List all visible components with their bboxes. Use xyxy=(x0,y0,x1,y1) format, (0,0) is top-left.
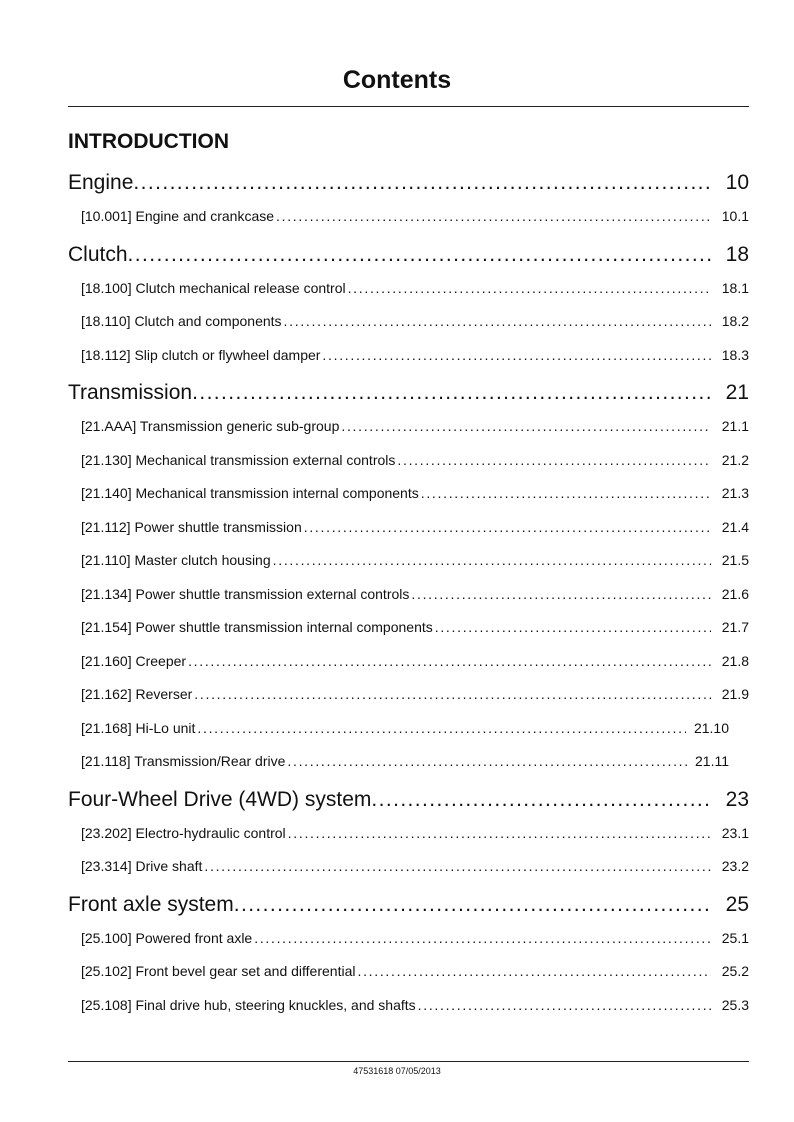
entry-page-number: 21.4 xyxy=(721,518,749,535)
entry-page-number: 21.7 xyxy=(721,619,749,635)
toc-section xyxy=(68,376,749,779)
dot-leader xyxy=(282,305,711,339)
section-page-number: 21 xyxy=(725,381,749,404)
toc-section xyxy=(68,783,749,884)
toc-section-link[interactable] xyxy=(68,783,749,817)
toc-entry-link[interactable] xyxy=(81,712,749,746)
entry-page-number: 21.3 xyxy=(721,485,749,501)
section-title: Engine xyxy=(68,171,134,194)
toc-section-link[interactable] xyxy=(68,888,749,922)
dot-leader xyxy=(346,272,711,306)
entry-page-number: 23.2 xyxy=(721,858,749,874)
toc-entry-link[interactable] xyxy=(81,339,749,373)
entry-label: [21.118] Transmission/Rear drive xyxy=(81,753,286,769)
dot-leader xyxy=(192,678,711,712)
toc-entry-link[interactable] xyxy=(81,578,749,612)
entry-page-number: 21.11 xyxy=(695,753,729,769)
toc-entry-link[interactable] xyxy=(81,817,749,851)
toc-entry-link[interactable] xyxy=(81,922,749,956)
dot-leader xyxy=(202,850,711,884)
entry-label: [21.112] Power shuttle transmission xyxy=(81,518,302,535)
toc-entry-link[interactable] xyxy=(81,645,749,679)
entry-page-number: 21.10 xyxy=(693,719,729,736)
dot-leader xyxy=(186,645,711,679)
dot-leader xyxy=(286,817,711,851)
dot-leader xyxy=(395,444,711,478)
entry-page-number: 21.2 xyxy=(721,451,749,468)
dot-leader xyxy=(133,166,711,200)
header-rule xyxy=(68,106,749,107)
footer-rule xyxy=(68,1061,749,1062)
dot-leader xyxy=(339,410,711,444)
toc-entry-link[interactable] xyxy=(81,477,749,511)
section-title: Front axle system xyxy=(68,892,234,916)
entry-label: [21.140] Mechanical transmission internal components xyxy=(81,485,419,501)
entry-label: [21.154] Power shuttle transmission internal components xyxy=(81,619,433,635)
entry-page-number: 21.1 xyxy=(721,418,749,434)
entry-page-number: 21.6 xyxy=(721,585,749,602)
section-title: Clutch xyxy=(68,242,128,266)
entry-label: [21.110] Master clutch housing xyxy=(81,552,271,568)
table-of-contents xyxy=(68,165,749,1026)
entry-label: [25.102] Front bevel gear set and differential xyxy=(81,963,356,979)
entry-page-number: 25.3 xyxy=(721,996,749,1013)
dot-leader xyxy=(285,745,687,779)
entry-label: [18.112] Slip clutch or flywheel damper xyxy=(81,346,321,363)
toc-entry-link[interactable] xyxy=(81,544,749,578)
entry-label: [23.202] Electro-hydraulic control xyxy=(81,824,286,841)
section-title: Four-Wheel Drive (4WD) system xyxy=(68,787,372,811)
entry-page-number: 25.2 xyxy=(721,963,749,979)
toc-section-link[interactable] xyxy=(68,238,749,272)
toc-section xyxy=(68,166,749,234)
dot-leader xyxy=(192,376,711,410)
section-page-number: 23 xyxy=(725,787,749,811)
section-page-number: 18 xyxy=(725,242,749,266)
dot-leader xyxy=(409,578,711,612)
dot-leader xyxy=(234,888,711,922)
dot-leader xyxy=(416,989,711,1023)
entry-label: [21.162] Reverser xyxy=(81,686,193,702)
entry-page-number: 21.8 xyxy=(721,652,749,669)
toc-section xyxy=(68,238,749,373)
dot-leader xyxy=(271,544,711,578)
dot-leader xyxy=(320,339,711,373)
entry-page-number: 18.2 xyxy=(721,313,749,329)
toc-entry-link[interactable] xyxy=(81,745,749,779)
toc-entry-link[interactable] xyxy=(81,410,749,444)
entry-label: [18.100] Clutch mechanical release control xyxy=(81,279,346,296)
footer-doc-id: 47531618 07/05/2013 xyxy=(353,1066,441,1076)
toc-entry-link[interactable] xyxy=(81,678,749,712)
dot-leader xyxy=(128,238,711,272)
dot-leader xyxy=(252,922,711,956)
toc-entry-link[interactable] xyxy=(81,611,749,645)
dot-leader xyxy=(274,200,711,234)
toc-entry-link[interactable] xyxy=(81,850,749,884)
toc-entry-link[interactable] xyxy=(81,444,749,478)
dot-leader xyxy=(195,712,686,746)
entry-label: [21.AAA] Transmission generic sub-group xyxy=(81,418,340,434)
toc-entry-link[interactable] xyxy=(81,305,749,339)
entry-label: [21.134] Power shuttle transmission external controls xyxy=(81,585,410,602)
entry-label: [21.160] Creeper xyxy=(81,652,187,669)
entry-label: [21.130] Mechanical transmission external controls xyxy=(81,451,396,468)
section-title: Transmission xyxy=(68,381,193,404)
entry-label: [25.100] Powered front axle xyxy=(81,929,253,946)
intro-heading[interactable]: INTRODUCTION xyxy=(68,130,229,153)
toc-entry-link[interactable] xyxy=(81,989,749,1023)
entry-label: [23.314] Drive shaft xyxy=(81,858,203,874)
dot-leader xyxy=(419,477,711,511)
toc-section-link[interactable] xyxy=(68,376,749,410)
toc-entry-link[interactable] xyxy=(81,200,749,234)
toc-section xyxy=(68,888,749,1023)
toc-entry-link[interactable] xyxy=(81,272,749,306)
dot-leader xyxy=(433,611,711,645)
entry-page-number: 21.5 xyxy=(721,552,749,568)
entry-page-number: 18.3 xyxy=(721,346,749,363)
page-title: Contents xyxy=(342,66,452,94)
dot-leader xyxy=(355,955,711,989)
entry-page-number: 10.1 xyxy=(721,208,749,224)
section-page-number: 25 xyxy=(725,892,749,916)
toc-entry-link[interactable] xyxy=(81,955,749,989)
dot-leader xyxy=(371,783,711,817)
dot-leader xyxy=(302,511,711,545)
entry-label: [21.168] Hi-Lo unit xyxy=(81,719,196,736)
entry-label: [25.108] Final drive hub, steering knuckles, and shafts xyxy=(81,996,416,1013)
entry-page-number: 25.1 xyxy=(721,929,749,946)
entry-page-number: 18.1 xyxy=(721,279,749,296)
toc-entry-link[interactable] xyxy=(81,511,749,545)
entry-label: [10.001] Engine and crankcase xyxy=(81,208,275,224)
toc-section-link[interactable] xyxy=(68,166,749,200)
entry-page-number: 21.9 xyxy=(721,686,749,702)
entry-page-number: 23.1 xyxy=(721,824,749,841)
section-page-number: 10 xyxy=(725,171,749,194)
entry-label: [18.110] Clutch and components xyxy=(81,313,282,329)
